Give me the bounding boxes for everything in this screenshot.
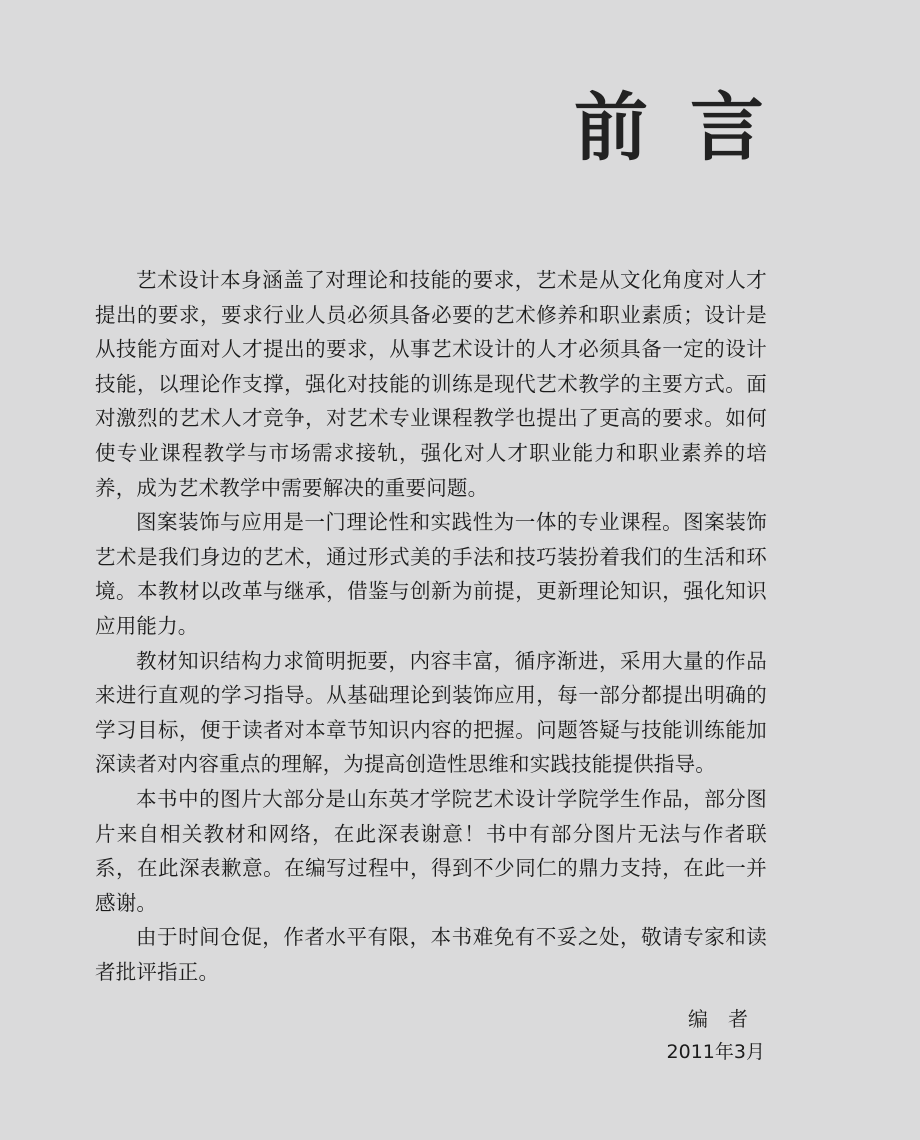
paragraph-2: 图案装饰与应用是一门理论性和实践性为一体的专业课程。图案装饰艺术是我们身边的艺术，通过形式美的手法和技巧装扮着我们的生活和环境。本教材以改革与继承，借鉴与创新为前提，更新理论知识，强化知识应用能力。 — [95, 510, 767, 638]
paragraph-4: 本书中的图片大部分是山东英才学院艺术设计学院学生作品，部分图片来自相关教材和网络，在此深表谢意！书中有部分图片无法与作者联系，在此深表歉意。在编写过程中，得到不少同仁的鼎力支持，在此一并感谢。 — [95, 786, 767, 915]
author-signature: 编者 — [688, 1007, 768, 1031]
publication-date: 2011年3月 — [666, 1041, 765, 1063]
paragraph-3: 教材知识结构力求简明扼要，内容丰富，循序渐进，采用大量的作品来进行直观的学习指导。从基础理论到装饰应用，每一部分都提出明确的学习目标，便于读者对本章节知识内容的把握。问题答疑与技能训练能加深读者对内容重点的理解，为提高创造性思维和实践技能提供指导。 — [95, 648, 767, 777]
paragraph-1: 艺术设计本身涵盖了对理论和技能的要求，艺术是从文化角度对人才提出的要求，要求行业人员必须具备必要的艺术修养和职业素质；设计是从技能方面对人才提出的要求，从事艺术设计的人才必须具备一定的设计技能，以理论作支撑，强化对技能的训练是现代艺术教学的主要方式。面对激烈的艺术人才竞争，对艺术专业课程教学也提出了更高的要求。如何使专业课程教学与市场需求接轨，强化对人才职业能力和职业素养的培养，成为艺术教学中需要解决的重要问题。 — [95, 268, 767, 500]
paragraph-5: 由于时间仓促，作者水平有限，本书难免有不妥之处，敬请专家和读者批评指正。 — [95, 925, 767, 984]
page-title: 前言 — [574, 85, 806, 171]
preface-body — [95, 263, 767, 989]
